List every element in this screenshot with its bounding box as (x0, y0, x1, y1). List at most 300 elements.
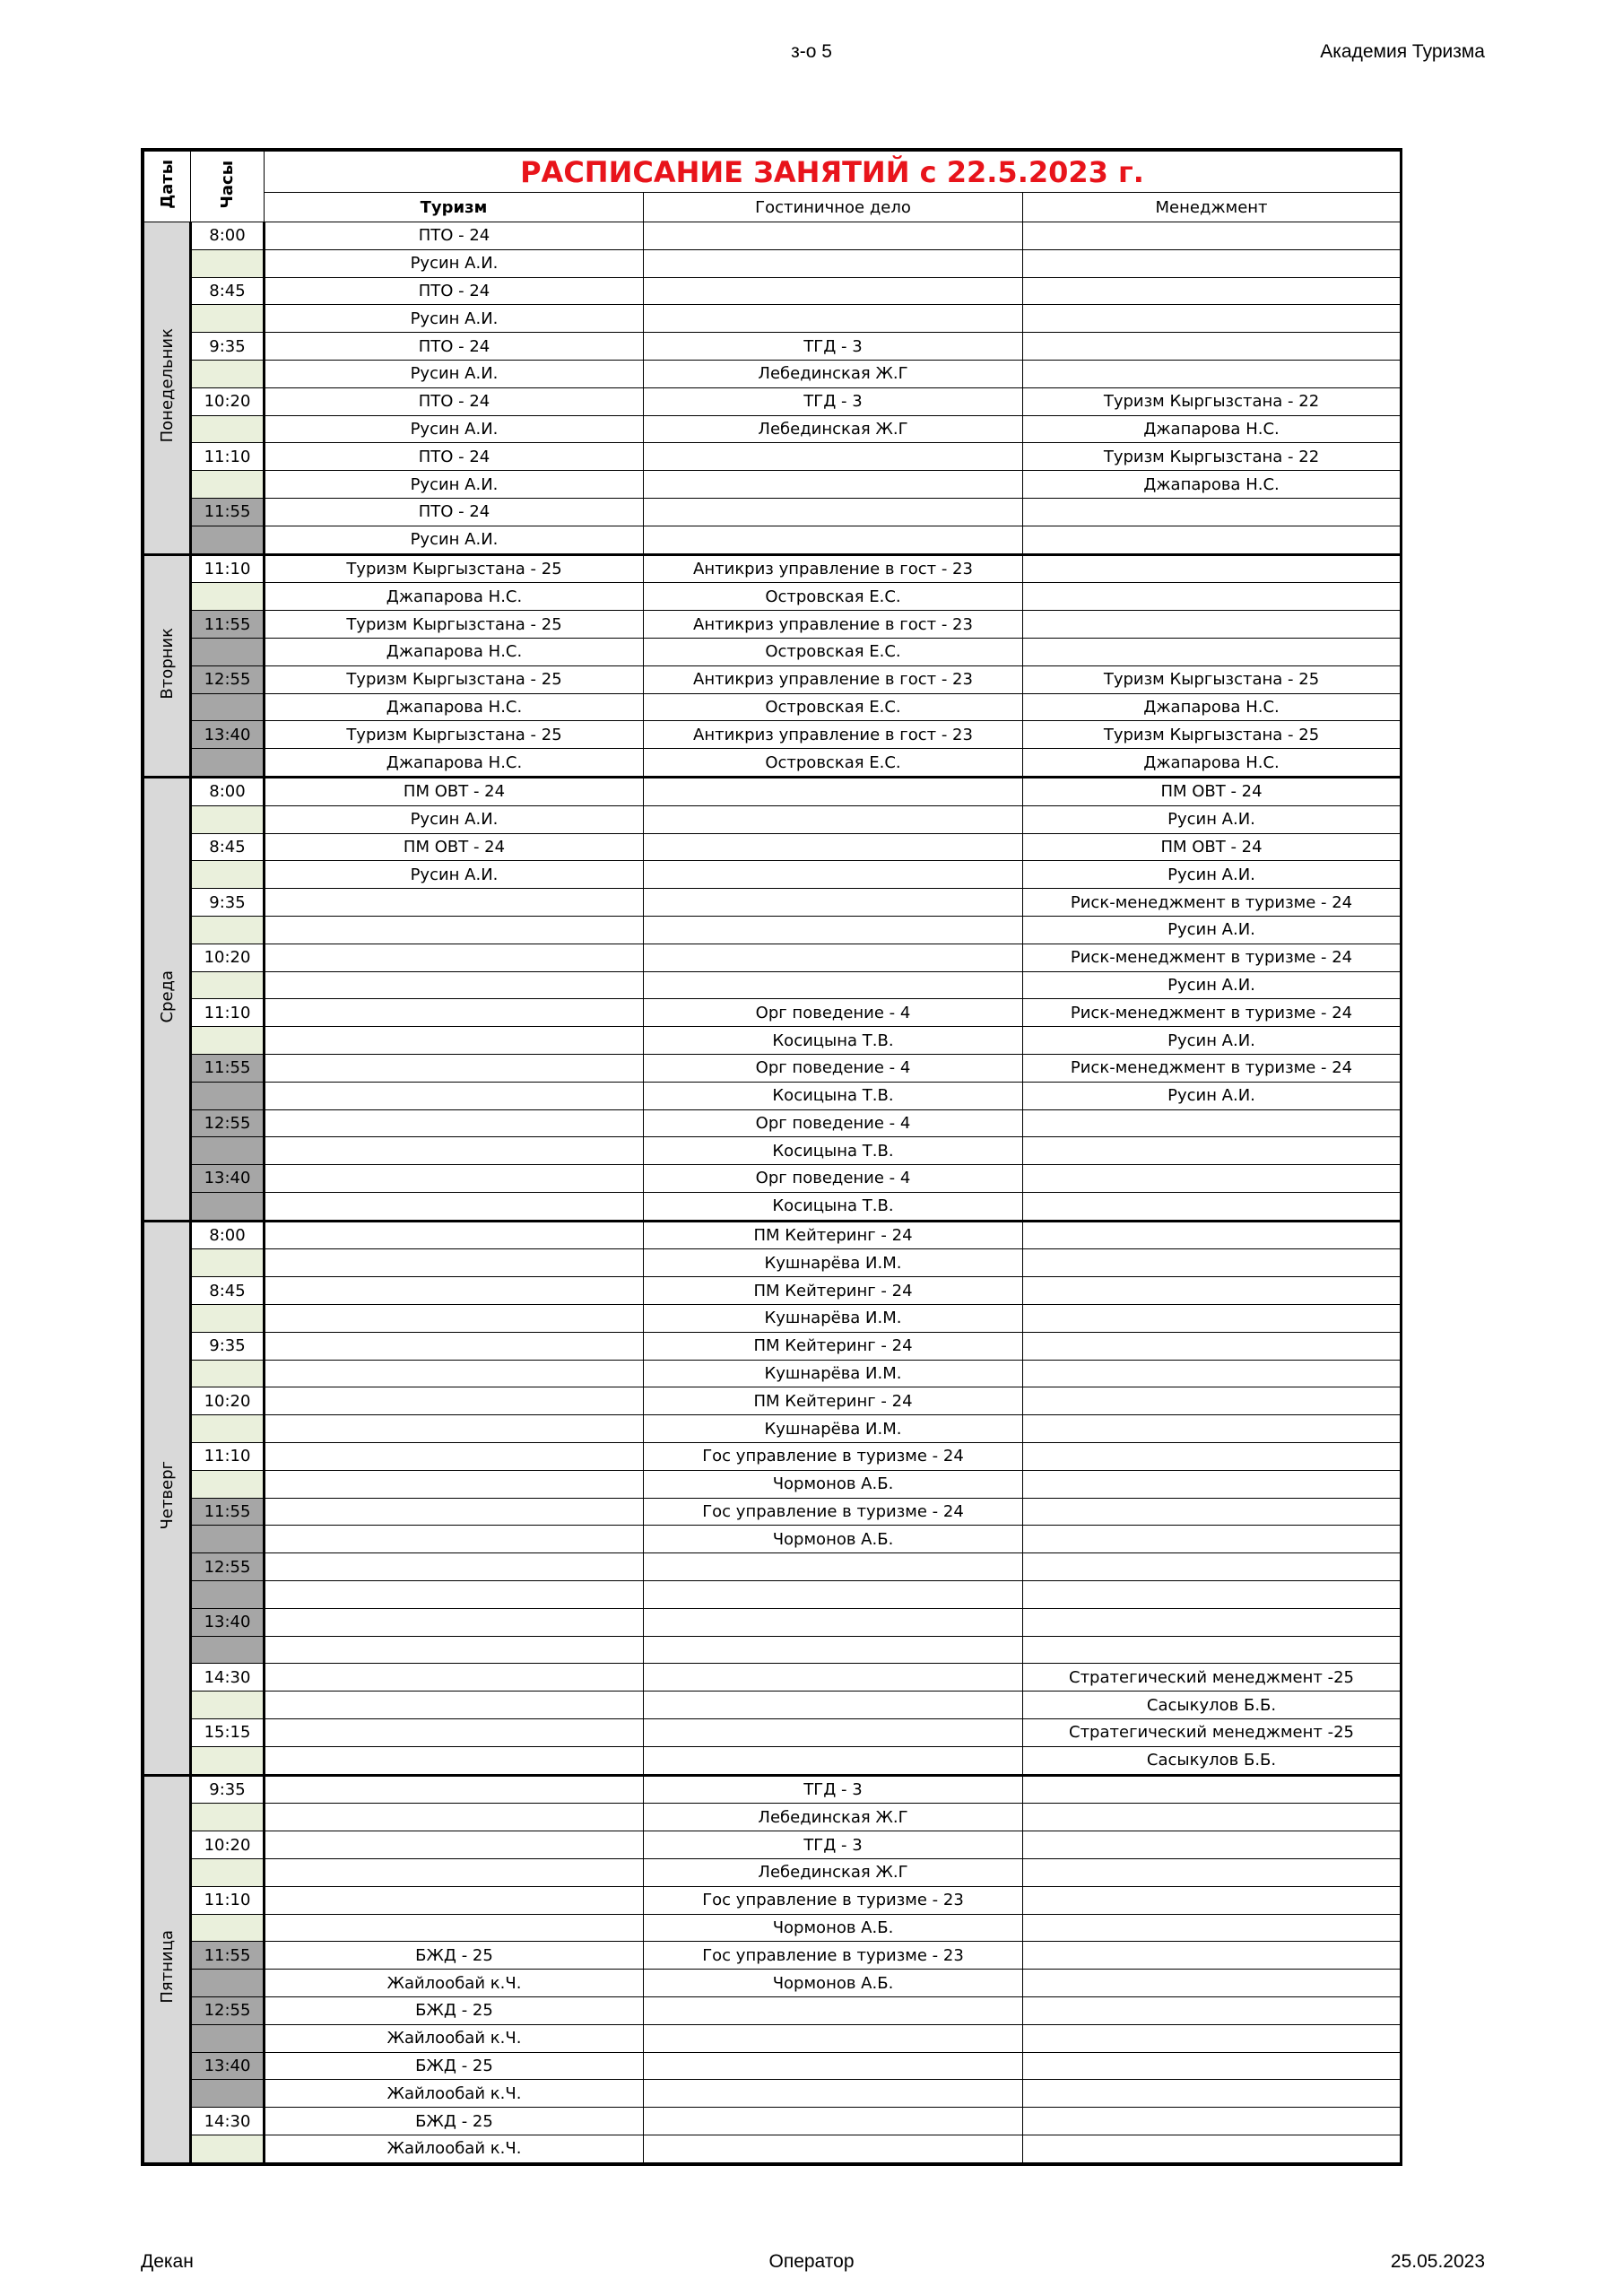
schedule-row (144, 387, 1401, 415)
time-cell: 8:00 (191, 1221, 265, 1249)
time-cell: 9:35 (191, 889, 265, 917)
schedule-row (144, 554, 1401, 583)
time-cell: 8:00 (191, 222, 265, 250)
time-cell-filler (191, 471, 265, 499)
column-header-management: Менеджмент (1023, 193, 1401, 222)
teacher-cell (644, 916, 1023, 944)
teacher-cell (1023, 1970, 1401, 1997)
subject-cell: Туризм Кыргызстана - 25 (265, 665, 644, 693)
time-cell-filler (191, 1859, 265, 1887)
subject-cell (644, 2052, 1023, 2080)
teacher-cell (265, 1746, 644, 1775)
teacher-cell: Русин А.И. (1023, 971, 1401, 999)
subject-cell: Туризм Кыргызстана - 25 (1023, 665, 1401, 693)
time-cell-filler (191, 1415, 265, 1443)
subject-cell (1023, 2108, 1401, 2135)
time-cell: 11:55 (191, 1054, 265, 1082)
teacher-cell: Джапарова Н.С. (1023, 749, 1401, 778)
teacher-cell (644, 2080, 1023, 2108)
schedule-row (144, 777, 1401, 805)
schedule-row (144, 1277, 1401, 1305)
subject-cell (265, 1054, 644, 1082)
time-cell: 8:45 (191, 277, 265, 305)
time-cell-filler (191, 415, 265, 443)
subject-cell (644, 833, 1023, 861)
subject-cell: Антикриз управление в гост - 23 (644, 554, 1023, 583)
teacher-cell: Русин А.И. (1023, 1082, 1401, 1109)
teacher-cell: Русин А.И. (265, 805, 644, 833)
teacher-cell (265, 1859, 644, 1887)
subject-cell: ПМ Кейтеринг - 24 (644, 1221, 1023, 1249)
time-cell-filler (191, 1249, 265, 1277)
schedule-row (144, 1636, 1401, 1664)
subject-cell (265, 1886, 644, 1914)
schedule-row (144, 1221, 1401, 1249)
teacher-cell: Сасыкулов Б.Б. (1023, 1692, 1401, 1719)
teacher-cell: Джапарова Н.С. (1023, 415, 1401, 443)
subject-cell (1023, 1498, 1401, 1526)
teacher-cell: Сасыкулов Б.Б. (1023, 1746, 1401, 1775)
schedule-row (144, 1415, 1401, 1443)
schedule-table (143, 151, 1401, 2163)
teacher-cell: Жайлообай к.Ч. (265, 2080, 644, 2108)
subject-cell (265, 1443, 644, 1471)
subject-cell (644, 277, 1023, 305)
subject-cell: ПМ Кейтеринг - 24 (644, 1332, 1023, 1360)
teacher-cell (1023, 1249, 1401, 1277)
page-indicator: з-о 5 (791, 41, 832, 62)
subject-cell: ПТО - 24 (265, 387, 644, 415)
subject-cell: Гос управление в туризме - 23 (644, 1942, 1023, 1970)
teacher-cell (265, 1914, 644, 1942)
time-cell: 10:20 (191, 1831, 265, 1859)
schedule-row (144, 249, 1401, 277)
subject-cell: ПТО - 24 (265, 443, 644, 471)
subject-cell (1023, 1443, 1401, 1471)
teacher-cell (265, 1636, 644, 1664)
time-cell-filler (191, 749, 265, 778)
teacher-cell: Чормонов А.Б. (644, 1970, 1023, 1997)
subject-cell: ПМ Кейтеринг - 24 (644, 1387, 1023, 1415)
teacher-cell (1023, 249, 1401, 277)
teacher-cell (1023, 1137, 1401, 1165)
teacher-cell: Русин А.И. (1023, 805, 1401, 833)
teacher-cell: Кушнарёва И.М. (644, 1305, 1023, 1333)
schedule-row (144, 999, 1401, 1027)
time-cell: 14:30 (191, 2108, 265, 2135)
time-cell: 10:20 (191, 1387, 265, 1415)
schedule-row (144, 222, 1401, 250)
subject-cell: Риск-менеджмент в туризме - 24 (1023, 944, 1401, 971)
subject-cell: Орг поведение - 4 (644, 1165, 1023, 1193)
subject-cell: Риск-менеджмент в туризме - 24 (1023, 999, 1401, 1027)
schedule-row (144, 415, 1401, 443)
teacher-cell: Русин А.И. (1023, 1027, 1401, 1055)
teacher-cell (644, 805, 1023, 833)
teacher-cell: Русин А.И. (265, 526, 644, 554)
time-cell: 14:30 (191, 1664, 265, 1692)
time-cell: 13:40 (191, 1165, 265, 1193)
time-cell: 8:45 (191, 833, 265, 861)
day-label: Среда (144, 777, 191, 1221)
schedule-row (144, 1914, 1401, 1942)
subject-cell (644, 222, 1023, 250)
teacher-cell (265, 1082, 644, 1109)
teacher-cell: Жайлообай к.Ч. (265, 2135, 644, 2162)
subject-cell (1023, 1277, 1401, 1305)
time-cell: 8:45 (191, 1277, 265, 1305)
schedule-row (144, 1305, 1401, 1333)
time-cell: 11:55 (191, 611, 265, 639)
subject-cell (1023, 277, 1401, 305)
subject-cell (1023, 1332, 1401, 1360)
teacher-cell (265, 1192, 644, 1221)
column-header-hotel: Гостиничное дело (644, 193, 1023, 222)
subject-cell: ПМ ОВТ - 24 (265, 777, 644, 805)
subject-cell: Туризм Кыргызстана - 25 (265, 721, 644, 749)
schedule-row (144, 1553, 1401, 1581)
schedule-row (144, 1526, 1401, 1553)
teacher-cell (265, 1692, 644, 1719)
teacher-cell (1023, 1415, 1401, 1443)
schedule-row (144, 1746, 1401, 1775)
subject-cell (1023, 1109, 1401, 1137)
time-cell-filler (191, 2080, 265, 2108)
teacher-cell (265, 1027, 644, 1055)
teacher-cell: Русин А.И. (265, 360, 644, 387)
subject-cell: БЖД - 25 (265, 1942, 644, 1970)
subject-cell (265, 1608, 644, 1636)
subject-cell (644, 889, 1023, 917)
schedule-row (144, 1192, 1401, 1221)
subject-cell: Антикриз управление в гост - 23 (644, 721, 1023, 749)
subject-cell: БЖД - 25 (265, 1997, 644, 2025)
organization-name: Академия Туризма (1320, 41, 1485, 62)
schedule-row (144, 471, 1401, 499)
teacher-cell (1023, 1859, 1401, 1887)
teacher-cell: Джапарова Н.С. (1023, 471, 1401, 499)
schedule-row (144, 611, 1401, 639)
schedule-row (144, 1387, 1401, 1415)
time-cell: 11:10 (191, 1886, 265, 1914)
subject-cell (1023, 1221, 1401, 1249)
teacher-cell (265, 916, 644, 944)
time-cell-filler (191, 1027, 265, 1055)
schedule-row (144, 638, 1401, 665)
schedule-row (144, 2135, 1401, 2162)
schedule-row (144, 1137, 1401, 1165)
teacher-cell (1023, 305, 1401, 333)
schedule-row (144, 889, 1401, 917)
schedule-row (144, 1443, 1401, 1471)
subject-cell: БЖД - 25 (265, 2052, 644, 2080)
subject-cell (644, 2108, 1023, 2135)
schedule-row (144, 443, 1401, 471)
time-cell: 10:20 (191, 387, 265, 415)
time-cell: 13:40 (191, 2052, 265, 2080)
subject-cell (644, 944, 1023, 971)
time-cell-filler (191, 360, 265, 387)
teacher-cell (265, 1249, 644, 1277)
subject-cell (265, 999, 644, 1027)
subject-cell (1023, 1553, 1401, 1581)
schedule-row (144, 1719, 1401, 1747)
schedule-row (144, 1470, 1401, 1498)
subject-cell (1023, 1942, 1401, 1970)
teacher-cell (265, 1360, 644, 1387)
footer-dean: Декан (141, 2251, 194, 2272)
subject-cell (644, 1664, 1023, 1692)
subject-cell (1023, 1165, 1401, 1193)
schedule-row (144, 1165, 1401, 1193)
teacher-cell: Чормонов А.Б. (644, 1470, 1023, 1498)
teacher-cell (265, 1415, 644, 1443)
subject-cell (1023, 1831, 1401, 1859)
subject-cell (644, 777, 1023, 805)
time-cell: 12:55 (191, 665, 265, 693)
subject-cell: ПТО - 24 (265, 498, 644, 526)
teacher-cell: Джапарова Н.С. (1023, 693, 1401, 721)
teacher-cell: Джапарова Н.С. (265, 749, 644, 778)
schedule-row (144, 749, 1401, 778)
teacher-cell: Кушнарёва И.М. (644, 1249, 1023, 1277)
teacher-cell: Жайлообай к.Ч. (265, 2024, 644, 2052)
teacher-cell: Чормонов А.Б. (644, 1914, 1023, 1942)
teacher-cell (1023, 2080, 1401, 2108)
teacher-cell: Русин А.И. (265, 249, 644, 277)
time-cell-filler (191, 2024, 265, 2052)
teacher-cell: Островская Е.С. (644, 693, 1023, 721)
subject-cell (265, 944, 644, 971)
teacher-cell (265, 1137, 644, 1165)
subject-cell (644, 1997, 1023, 2025)
teacher-cell: Кушнарёва И.М. (644, 1415, 1023, 1443)
subject-cell: Антикриз управление в гост - 23 (644, 611, 1023, 639)
teacher-cell (1023, 1360, 1401, 1387)
subject-cell: ТГД - 3 (644, 1775, 1023, 1804)
teacher-cell (1023, 1526, 1401, 1553)
time-cell: 9:35 (191, 1775, 265, 1804)
time-cell-filler (191, 861, 265, 889)
subject-cell (265, 889, 644, 917)
time-cell-filler (191, 526, 265, 554)
subject-cell: БЖД - 25 (265, 2108, 644, 2135)
teacher-cell (1023, 638, 1401, 665)
dates-column-header: Даты (144, 152, 191, 222)
teacher-cell: Русин А.И. (265, 471, 644, 499)
subject-cell (265, 1498, 644, 1526)
time-cell: 15:15 (191, 1719, 265, 1747)
teacher-cell (1023, 1804, 1401, 1831)
schedule-row (144, 583, 1401, 611)
teacher-cell: Лебединская Ж.Г (644, 360, 1023, 387)
time-cell: 12:55 (191, 1553, 265, 1581)
subject-cell (644, 443, 1023, 471)
subject-cell (1023, 2052, 1401, 2080)
time-cell: 11:55 (191, 1498, 265, 1526)
teacher-cell (265, 1470, 644, 1498)
schedule-row (144, 2108, 1401, 2135)
schedule-row (144, 1332, 1401, 1360)
time-cell: 13:40 (191, 1608, 265, 1636)
time-cell-filler (191, 1526, 265, 1553)
teacher-cell (644, 971, 1023, 999)
schedule-row (144, 1498, 1401, 1526)
teacher-cell (1023, 1914, 1401, 1942)
time-cell-filler (191, 916, 265, 944)
schedule-row (144, 861, 1401, 889)
hours-column-header: Часы (191, 152, 265, 222)
teacher-cell: Чормонов А.Б. (644, 1526, 1023, 1553)
teacher-cell (644, 1746, 1023, 1775)
time-cell-filler (191, 805, 265, 833)
schedule-row (144, 1664, 1401, 1692)
time-cell-filler (191, 1360, 265, 1387)
subject-cell: Туризм Кыргызстана - 22 (1023, 443, 1401, 471)
time-cell: 11:10 (191, 443, 265, 471)
teacher-cell (644, 471, 1023, 499)
subject-cell: Риск-менеджмент в туризме - 24 (1023, 889, 1401, 917)
time-cell-filler (191, 1746, 265, 1775)
schedule-row (144, 526, 1401, 554)
teacher-cell (1023, 1581, 1401, 1609)
teacher-cell: Косицына Т.В. (644, 1192, 1023, 1221)
schedule-row (144, 277, 1401, 305)
teacher-cell: Островская Е.С. (644, 583, 1023, 611)
day-label: Пятница (144, 1775, 191, 2162)
teacher-cell: Косицына Т.В. (644, 1082, 1023, 1109)
schedule-row (144, 944, 1401, 971)
time-cell-filler (191, 1914, 265, 1942)
teacher-cell: Лебединская Ж.Г (644, 1804, 1023, 1831)
schedule-row (144, 1082, 1401, 1109)
teacher-cell (1023, 1470, 1401, 1498)
subject-cell (265, 1719, 644, 1747)
subject-cell (644, 1719, 1023, 1747)
subject-cell: ТГД - 3 (644, 333, 1023, 361)
teacher-cell (265, 971, 644, 999)
schedule-row (144, 833, 1401, 861)
teacher-cell: Русин А.И. (1023, 916, 1401, 944)
teacher-cell: Островская Е.С. (644, 749, 1023, 778)
time-cell-filler (191, 1692, 265, 1719)
teacher-cell (1023, 1192, 1401, 1221)
schedule-row (144, 2024, 1401, 2052)
subject-cell: ПМ ОВТ - 24 (1023, 833, 1401, 861)
teacher-cell (644, 1581, 1023, 1609)
subject-cell (265, 1831, 644, 1859)
time-cell: 12:55 (191, 1109, 265, 1137)
time-cell-filler (191, 1581, 265, 1609)
time-cell-filler (191, 1970, 265, 1997)
teacher-cell: Джапарова Н.С. (265, 638, 644, 665)
teacher-cell (644, 1692, 1023, 1719)
schedule-title: РАСПИСАНИЕ ЗАНЯТИЙ с 22.5.2023 г. (265, 152, 1401, 193)
schedule-row (144, 1970, 1401, 1997)
schedule-row (144, 693, 1401, 721)
subject-cell (1023, 1775, 1401, 1804)
subject-cell: ТГД - 3 (644, 1831, 1023, 1859)
teacher-cell (265, 1526, 644, 1553)
schedule-row (144, 1997, 1401, 2025)
time-cell-filler (191, 1470, 265, 1498)
teacher-cell: Русин А.И. (265, 861, 644, 889)
time-cell: 10:20 (191, 944, 265, 971)
subject-cell: ТГД - 3 (644, 387, 1023, 415)
time-cell-filler (191, 1636, 265, 1664)
schedule-row (144, 333, 1401, 361)
teacher-cell (644, 861, 1023, 889)
time-cell-filler (191, 2135, 265, 2162)
schedule-row (144, 1692, 1401, 1719)
subject-cell: Стратегический менеджмент -25 (1023, 1719, 1401, 1747)
schedule-row (144, 1581, 1401, 1609)
teacher-cell (265, 1804, 644, 1831)
teacher-cell (644, 526, 1023, 554)
schedule-row (144, 971, 1401, 999)
teacher-cell (644, 2024, 1023, 2052)
schedule-row (144, 2080, 1401, 2108)
teacher-cell (644, 2135, 1023, 2162)
subject-cell (1023, 1997, 1401, 2025)
teacher-cell: Джапарова Н.С. (265, 693, 644, 721)
schedule-row (144, 1249, 1401, 1277)
teacher-cell (265, 1305, 644, 1333)
subject-cell (265, 1332, 644, 1360)
time-cell-filler (191, 971, 265, 999)
schedule-row (144, 916, 1401, 944)
time-cell-filler (191, 1082, 265, 1109)
schedule-row (144, 498, 1401, 526)
subject-cell: Туризм Кыргызстана - 25 (265, 554, 644, 583)
schedule-row (144, 1886, 1401, 1914)
subject-cell: Стратегический менеджмент -25 (1023, 1664, 1401, 1692)
teacher-cell: Джапарова Н.С. (265, 583, 644, 611)
time-cell-filler (191, 1192, 265, 1221)
time-cell-filler (191, 1305, 265, 1333)
teacher-cell (265, 1581, 644, 1609)
subject-cell (1023, 1387, 1401, 1415)
subject-cell: Туризм Кыргызстана - 25 (1023, 721, 1401, 749)
schedule-row (144, 1054, 1401, 1082)
teacher-cell (1023, 1636, 1401, 1664)
time-cell: 11:10 (191, 1443, 265, 1471)
subject-cell: ПТО - 24 (265, 222, 644, 250)
schedule-row (144, 1804, 1401, 1831)
time-cell: 8:00 (191, 777, 265, 805)
footer-date: 25.05.2023 (1390, 2251, 1485, 2272)
teacher-cell (1023, 583, 1401, 611)
time-cell-filler (191, 1137, 265, 1165)
time-cell: 9:35 (191, 333, 265, 361)
subject-cell (1023, 611, 1401, 639)
subject-cell (644, 498, 1023, 526)
teacher-cell (1023, 1305, 1401, 1333)
time-cell: 11:55 (191, 1942, 265, 1970)
schedule-row (144, 1859, 1401, 1887)
subject-cell: Орг поведение - 4 (644, 999, 1023, 1027)
schedule-row (144, 1027, 1401, 1055)
teacher-cell: Островская Е.С. (644, 638, 1023, 665)
teacher-cell (1023, 2024, 1401, 2052)
subject-cell (265, 1221, 644, 1249)
subject-cell: Орг поведение - 4 (644, 1054, 1023, 1082)
subject-cell (1023, 333, 1401, 361)
schedule-row (144, 305, 1401, 333)
time-cell: 9:35 (191, 1332, 265, 1360)
teacher-cell: Косицына Т.В. (644, 1027, 1023, 1055)
schedule-row (144, 805, 1401, 833)
